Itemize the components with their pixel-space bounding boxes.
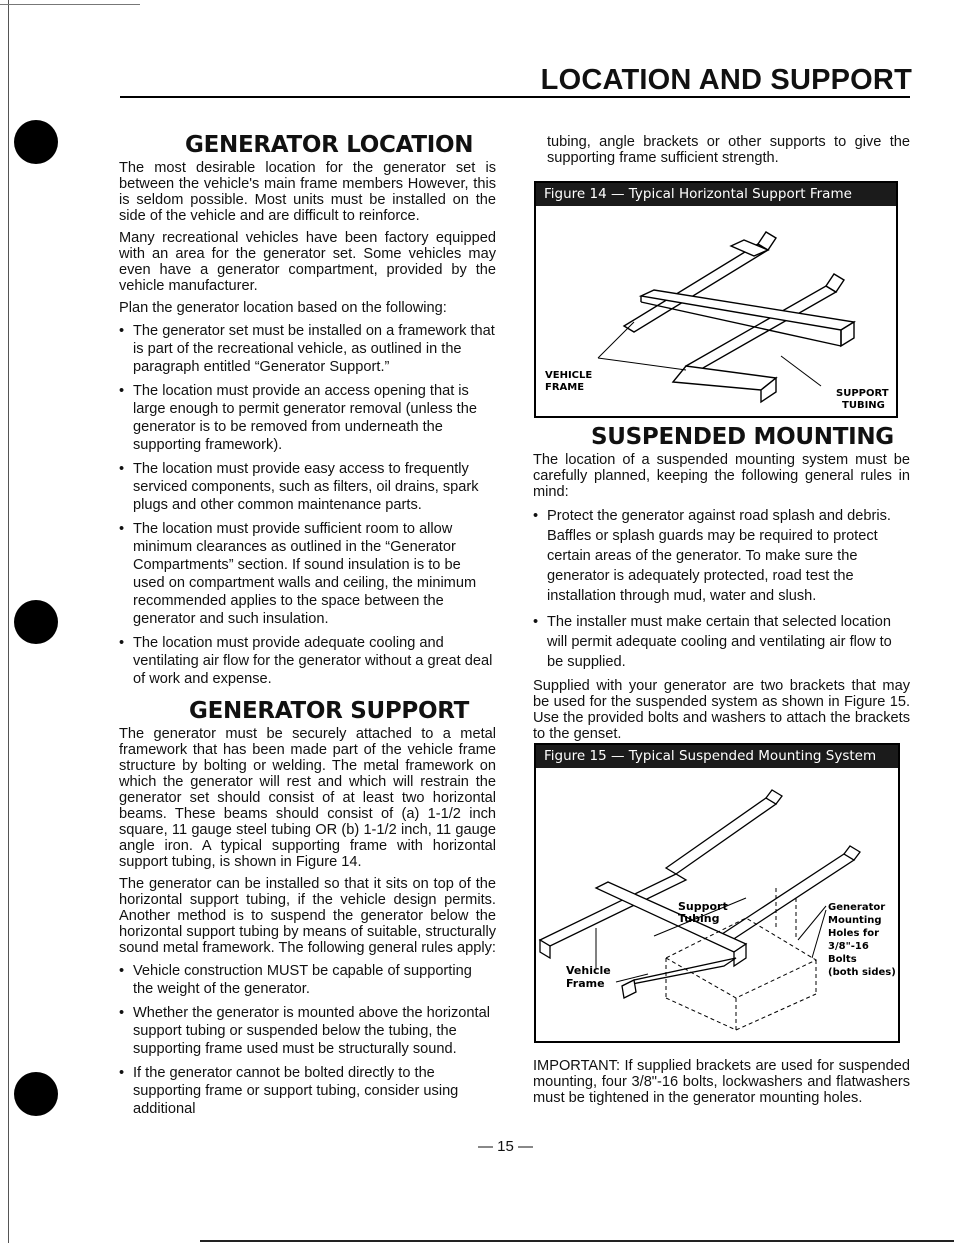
figure-15-caption: Figure 15 — Typical Suspended Mounting System xyxy=(536,745,898,768)
list-item: • The location must provide adequate cooling and ventilating air flow for the generator without a great deal of work and expense. xyxy=(119,634,496,688)
figure-14-label-vehicle-1: VEHICLE xyxy=(545,370,593,381)
right-column-bottom xyxy=(533,1058,910,1112)
list-item: • The installer must make certain that selected location will permit adequate cooling and ventilating air flow to be supplied. xyxy=(533,612,910,672)
generator-support-p1: The generator must be securely attached to a metal framework that has been made part of the vehicle frame structure by bolting or welding. The metal framework on which the generator will rest and which will restrain the generator set should consist of at least two horizontal beams. These beams should consist of (a) 1-1/2 inch square, 11 gauge steel tubing OR (b) 1-1/2 inch, 11 gauge angle iron. A typical supporting frame with horizontal support tubing, is shown in Figure 14. xyxy=(119,726,496,870)
figure-15-label-vehicle-2: Frame xyxy=(566,977,605,990)
title-rule xyxy=(120,96,910,98)
horizontal-support-frame-drawing xyxy=(536,206,896,416)
page-title: LOCATION AND SUPPORT xyxy=(540,64,912,96)
figure-15-label-vehicle-1: Vehicle xyxy=(566,964,611,977)
figure-14-label-vehicle-2: FRAME xyxy=(545,382,585,393)
list-item: • The generator set must be installed on a framework that is part of the recreational vehicle, as outlined in the paragraph entitled “Generator Support.” xyxy=(119,322,496,376)
list-item: • Vehicle construction MUST be capable of supporting the weight of the generator. xyxy=(119,962,496,998)
list-item: • Whether the generator is mounted above the horizontal support tubing or suspended below the tubing, the supporting frame used must be structurally sound. xyxy=(119,1004,496,1058)
suspended-mounting-p2: Supplied with your generator are two brackets that may be used for the suspended system as shown in Figure 15. Use the provided bolts and washers to attach the brackets to the genset. xyxy=(533,678,910,742)
figure-15-label-mount-2: Mounting xyxy=(828,915,882,926)
left-column xyxy=(119,132,496,1124)
figure-15 xyxy=(534,743,900,1043)
suspended-mounting-bullets xyxy=(533,506,910,672)
generator-location-p3: Plan the generator location based on the following: xyxy=(119,300,447,316)
binder-hole-bottom xyxy=(14,1072,58,1116)
right-column-middle xyxy=(533,424,910,748)
binder-hole-middle xyxy=(14,600,58,644)
generator-location-heading: GENERATOR LOCATION xyxy=(185,132,474,158)
figure-14 xyxy=(534,181,898,418)
list-item: • The location must provide sufficient room to allow minimum clearances as outlined in the “Generator Compartments” section. If sound insulation is to be used on compartment walls and ceiling, the minimum recommended applies to the space between the generator and such insulation. xyxy=(119,520,496,628)
figure-15-label-mount-1: Generator xyxy=(828,902,886,913)
figure-15-label-mount-4: 3/8"-16 xyxy=(828,941,869,952)
figure-14-caption: Figure 14 — Typical Horizontal Support Frame xyxy=(536,183,896,206)
generator-location-p2: Many recreational vehicles have been factory equipped with an area for the generator set. Some vehicles may even have a generator compartment, provided by the vehicle manufacturer. xyxy=(119,230,496,294)
generator-support-bullets xyxy=(119,962,496,1118)
page-number: — 15 — xyxy=(478,1138,534,1155)
continuation-text: tubing, angle brackets or other supports to give the supporting frame sufficient strength. xyxy=(547,134,910,166)
generator-location-p1: The most desirable location for the generator set is between the vehicle's main frame members However, this is seldom possible. Most units must be installed on the side of the vehicle and are difficult to reinforce. xyxy=(119,160,496,224)
suspended-mounting-drawing xyxy=(536,768,898,1040)
important-note: IMPORTANT: If supplied brackets are used for suspended mounting, four 3/8"-16 bolts, lockwashers and flatwashers must be tightened in the generator mounting holes. xyxy=(533,1058,910,1106)
figure-14-label-support-2: TUBING xyxy=(842,400,885,411)
figure-15-label-mount-5: Bolts xyxy=(828,954,857,965)
figure-15-label-mount-6: (both sides) xyxy=(828,967,896,978)
figure-14-label-support-1: SUPPORT xyxy=(836,388,889,399)
generator-support-heading: GENERATOR SUPPORT xyxy=(189,698,470,724)
figure-15-label-mount-3: Holes for xyxy=(828,928,880,939)
figure-15-label-support-2: Tubing xyxy=(678,912,720,925)
list-item: • The location must provide easy access to frequently serviced components, such as filters, oil drains, spark plugs and other common maintenance parts. xyxy=(119,460,496,514)
page-scan-top-line xyxy=(0,4,140,5)
generator-location-bullets xyxy=(119,322,496,688)
right-column-top xyxy=(533,134,910,172)
list-item: • The location must provide an access opening that is large enough to permit generator removal (unless the generator is to be removed from underneath the supporting framework). xyxy=(119,382,496,454)
list-item: • Protect the generator against road splash and debris. Baffles or splash guards may be required to protect certain areas of the generator. To make sure the generator is adequately protected, road test the installation through mud, water and slush. xyxy=(533,506,910,606)
list-item: • If the generator cannot be bolted directly to the supporting frame or support tubing, consider using additional xyxy=(119,1064,496,1118)
figure-15-label-support-1: Support xyxy=(678,900,728,913)
page-scan-bottom-line xyxy=(200,1240,954,1242)
binder-hole-top xyxy=(14,120,58,164)
generator-support-p2: The generator can be installed so that it sits on top of the horizontal support tubing, if the vehicle design permits. Another method is to suspend the generator below the horizontal support tubing by means of suitable, structurally sound metal framework. The following general rules apply: xyxy=(119,876,496,956)
suspended-mounting-heading: SUSPENDED MOUNTING xyxy=(591,424,894,450)
suspended-mounting-p1: The location of a suspended mounting system must be carefully planned, keeping the following general rules in mind: xyxy=(533,452,910,500)
page-scan-edge xyxy=(8,0,9,1243)
